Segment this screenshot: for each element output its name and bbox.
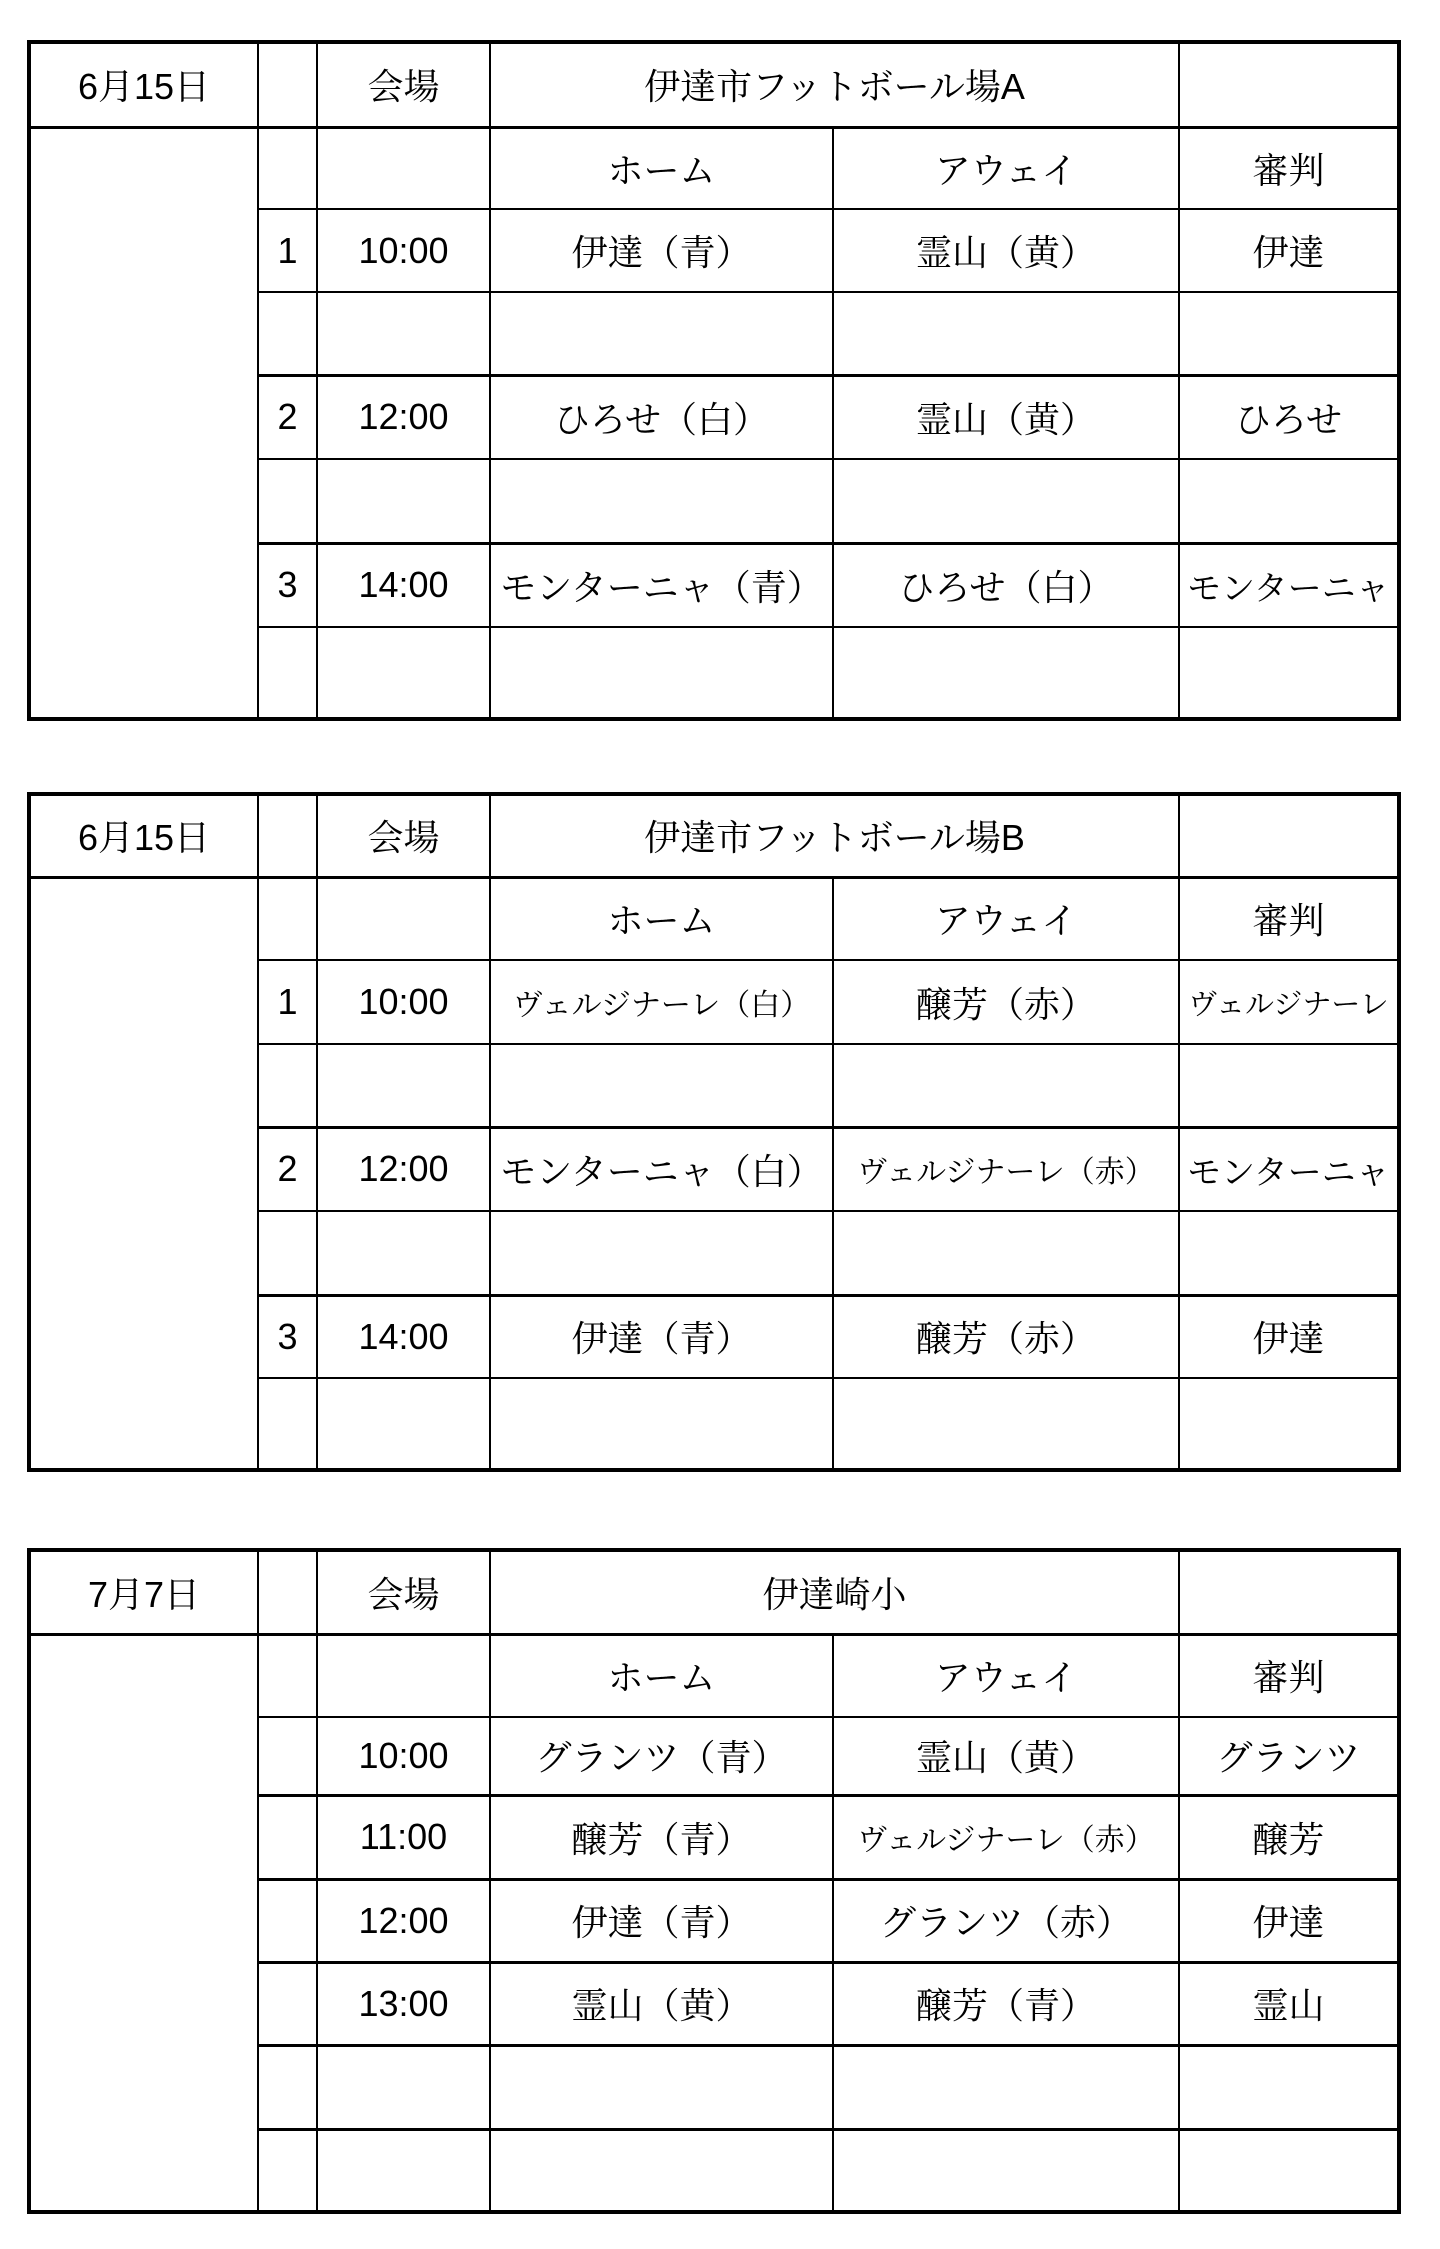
referee-cell: ひろせ — [1179, 375, 1399, 459]
venue-label-cell: 会場 — [317, 1550, 490, 1634]
match-number-cell: 1 — [258, 960, 317, 1044]
blank-cell — [317, 1378, 490, 1470]
blank-cell — [1179, 2045, 1399, 2129]
home-team-cell: ひろせ（白） — [490, 375, 833, 459]
spacer-cell — [258, 1634, 317, 1717]
date-cell: 6月15日 — [29, 42, 258, 127]
venue-name-cell: 伊達崎小 — [490, 1550, 1179, 1634]
spacer-cell — [258, 1550, 317, 1634]
away-team-cell: 霊山（黄） — [833, 1717, 1179, 1795]
away-team-cell: ひろせ（白） — [833, 543, 1179, 627]
home-team-cell: 伊達（青） — [490, 1295, 833, 1378]
blank-cell — [258, 1211, 317, 1295]
away-team-cell: 霊山（黄） — [833, 375, 1179, 459]
blank-cell — [317, 2129, 490, 2212]
column-header-row — [29, 127, 1399, 209]
blank-cell — [490, 1044, 833, 1127]
match-number-cell: 3 — [258, 1295, 317, 1378]
blank-cell — [1179, 1378, 1399, 1470]
referee-cell: モンターニャ — [1179, 543, 1399, 627]
blank-cell — [490, 459, 833, 543]
away-team-cell: 霊山（黄） — [833, 209, 1179, 292]
match-number-cell: 2 — [258, 1127, 317, 1211]
referee-cell: ヴェルジナーレ — [1179, 960, 1399, 1044]
blank-cell — [833, 292, 1179, 375]
venue-name-cell: 伊達市フットボール場B — [490, 794, 1179, 877]
home-team-cell: 伊達（青） — [490, 209, 833, 292]
col-header-referee: 審判 — [1179, 1634, 1399, 1717]
blank-cell — [258, 2045, 317, 2129]
schedule-table-july7 — [27, 1548, 1401, 2214]
blank-cell — [833, 1378, 1179, 1470]
blank-cell — [833, 627, 1179, 719]
home-team-cell: モンターニャ（白） — [490, 1127, 833, 1211]
table-header-row — [29, 794, 1399, 877]
away-team-cell: 醸芳（赤） — [833, 960, 1179, 1044]
venue-label-cell: 会場 — [317, 794, 490, 877]
blank-cell — [317, 1211, 490, 1295]
col-header-referee: 審判 — [1179, 127, 1399, 209]
col-header-home: ホーム — [490, 877, 833, 960]
spacer-cell — [1179, 42, 1399, 127]
spacer-cell — [317, 877, 490, 960]
match-number-cell: 1 — [258, 209, 317, 292]
away-team-cell: 醸芳（青） — [833, 1962, 1179, 2045]
match-time-cell: 10:00 — [317, 209, 490, 292]
away-team-cell: グランツ（赤） — [833, 1879, 1179, 1962]
blank-cell — [317, 627, 490, 719]
venue-name-cell: 伊達市フットボール場A — [490, 42, 1179, 127]
blank-cell — [490, 1378, 833, 1470]
referee-cell: 醸芳 — [1179, 1795, 1399, 1879]
match-time-cell: 12:00 — [317, 1879, 490, 1962]
referee-cell: 伊達 — [1179, 1879, 1399, 1962]
referee-cell: モンターニャ — [1179, 1127, 1399, 1211]
home-team-cell: モンターニャ（青） — [490, 543, 833, 627]
column-header-row — [29, 877, 1399, 960]
blank-cell — [1179, 627, 1399, 719]
match-time-cell: 12:00 — [317, 1127, 490, 1211]
blank-cell — [1179, 1211, 1399, 1295]
date-span-cell — [29, 877, 258, 1470]
table-header-row — [29, 42, 1399, 127]
blank-cell — [1179, 459, 1399, 543]
spacer-cell — [1179, 794, 1399, 877]
home-team-cell: グランツ（青） — [490, 1717, 833, 1795]
spacer-cell — [258, 794, 317, 877]
blank-cell — [1179, 2129, 1399, 2212]
col-header-referee: 審判 — [1179, 877, 1399, 960]
away-team-cell: ヴェルジナーレ（赤） — [833, 1795, 1179, 1879]
match-time-cell: 12:00 — [317, 375, 490, 459]
blank-cell — [490, 2129, 833, 2212]
match-time-cell: 10:00 — [317, 1717, 490, 1795]
match-time-cell: 14:00 — [317, 543, 490, 627]
spacer-cell — [258, 127, 317, 209]
home-team-cell: 霊山（黄） — [490, 1962, 833, 2045]
match-number-cell — [258, 1879, 317, 1962]
spacer-cell — [317, 1634, 490, 1717]
match-time-cell: 14:00 — [317, 1295, 490, 1378]
date-span-cell — [29, 127, 258, 719]
away-team-cell: 醸芳（赤） — [833, 1295, 1179, 1378]
blank-cell — [317, 459, 490, 543]
referee-cell: グランツ — [1179, 1717, 1399, 1795]
spacer-cell — [1179, 1550, 1399, 1634]
blank-cell — [258, 2129, 317, 2212]
date-cell: 6月15日 — [29, 794, 258, 877]
col-header-away: アウェイ — [833, 877, 1179, 960]
blank-cell — [258, 1044, 317, 1127]
blank-cell — [1179, 1044, 1399, 1127]
blank-cell — [490, 2045, 833, 2129]
referee-cell: 霊山 — [1179, 1962, 1399, 2045]
blank-cell — [833, 1044, 1179, 1127]
blank-cell — [317, 1044, 490, 1127]
match-number-cell — [258, 1795, 317, 1879]
schedule-table-june15-a — [27, 40, 1401, 721]
spacer-cell — [258, 42, 317, 127]
match-number-cell — [258, 1717, 317, 1795]
blank-cell — [258, 292, 317, 375]
home-team-cell: ヴェルジナーレ（白） — [490, 960, 833, 1044]
date-cell: 7月7日 — [29, 1550, 258, 1634]
schedule-table-june15-b — [27, 792, 1401, 1472]
match-number-cell — [258, 1962, 317, 2045]
spacer-cell — [317, 127, 490, 209]
venue-label-cell: 会場 — [317, 42, 490, 127]
blank-cell — [833, 459, 1179, 543]
column-header-row — [29, 1634, 1399, 1717]
match-time-cell: 13:00 — [317, 1962, 490, 2045]
blank-cell — [490, 292, 833, 375]
blank-cell — [258, 627, 317, 719]
blank-cell — [490, 1211, 833, 1295]
date-span-cell — [29, 1634, 258, 2212]
blank-cell — [258, 459, 317, 543]
home-team-cell: 醸芳（青） — [490, 1795, 833, 1879]
col-header-away: アウェイ — [833, 127, 1179, 209]
blank-cell — [1179, 292, 1399, 375]
match-time-cell: 10:00 — [317, 960, 490, 1044]
blank-cell — [490, 627, 833, 719]
match-number-cell: 3 — [258, 543, 317, 627]
blank-cell — [833, 2045, 1179, 2129]
blank-cell — [258, 1378, 317, 1470]
table-header-row — [29, 1550, 1399, 1634]
blank-cell — [833, 2129, 1179, 2212]
blank-cell — [317, 292, 490, 375]
match-number-cell: 2 — [258, 375, 317, 459]
referee-cell: 伊達 — [1179, 209, 1399, 292]
match-time-cell: 11:00 — [317, 1795, 490, 1879]
blank-cell — [317, 2045, 490, 2129]
spacer-cell — [258, 877, 317, 960]
blank-cell — [833, 1211, 1179, 1295]
home-team-cell: 伊達（青） — [490, 1879, 833, 1962]
col-header-home: ホーム — [490, 1634, 833, 1717]
col-header-home: ホーム — [490, 127, 833, 209]
away-team-cell: ヴェルジナーレ（赤） — [833, 1127, 1179, 1211]
referee-cell: 伊達 — [1179, 1295, 1399, 1378]
col-header-away: アウェイ — [833, 1634, 1179, 1717]
